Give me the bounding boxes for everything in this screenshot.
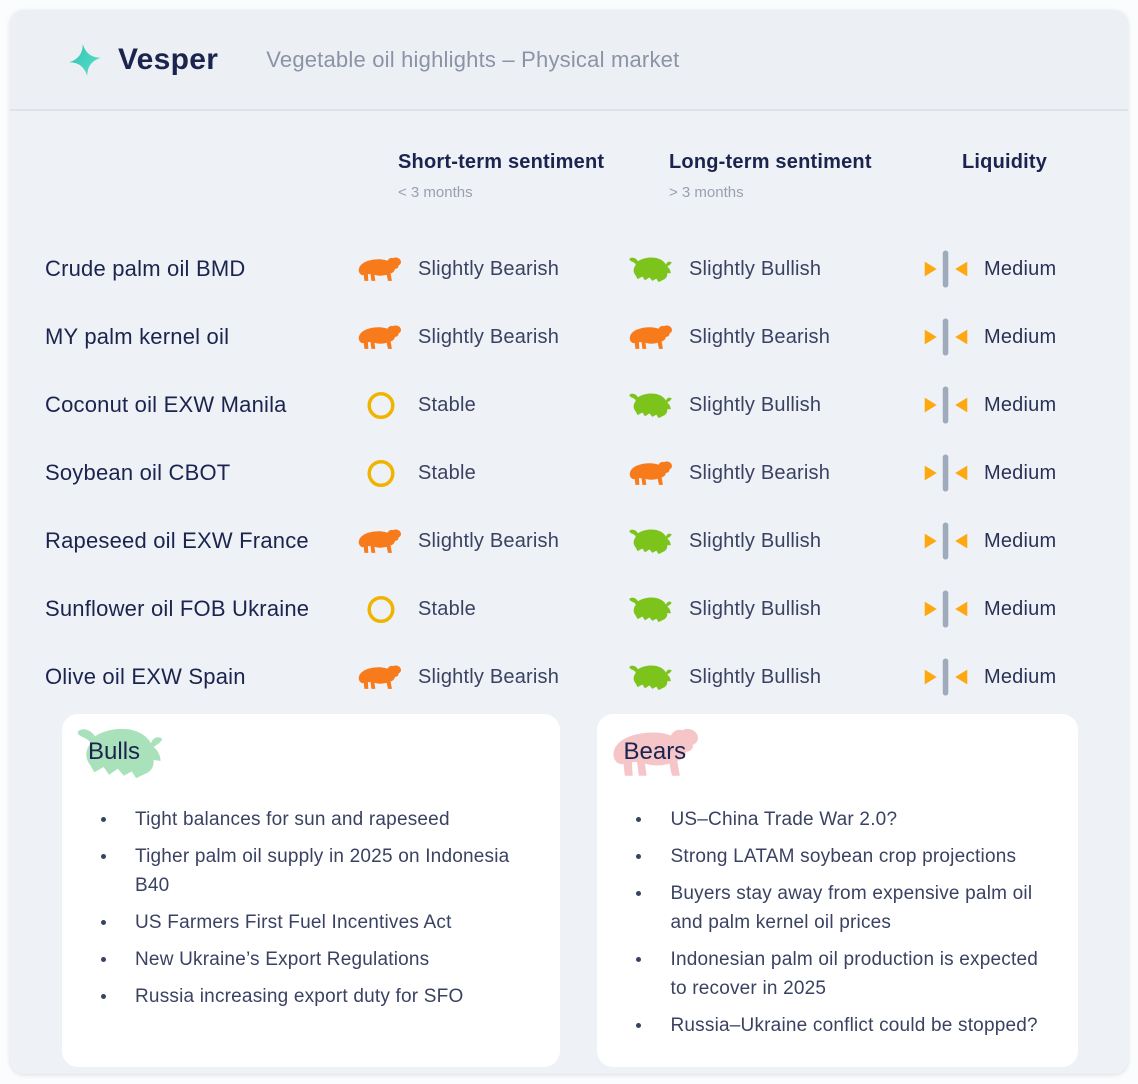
liquidity-cell <box>921 519 1128 563</box>
long-term-sentiment-cell <box>628 322 921 353</box>
bull-icon <box>628 254 676 285</box>
bulls-card-title: Bulls <box>88 738 141 765</box>
medium-liquidity-icon <box>921 315 971 359</box>
liquidity-value: Medium <box>984 665 1057 688</box>
liquidity-cell <box>921 587 1128 631</box>
bulls-item: New Ukraine’s Export Regulations <box>100 945 534 974</box>
liquidity-value: Medium <box>984 257 1057 280</box>
sentiment-label: Slightly Bearish <box>689 461 831 484</box>
short-term-label: Short-term sentiment <box>398 151 605 173</box>
liquidity-value: Medium <box>984 393 1057 416</box>
bulls-item: Russia increasing export duty for SFO <box>100 982 534 1011</box>
sentiment-label: Slightly Bullish <box>689 665 822 688</box>
column-header-short-term <box>357 151 628 201</box>
sentiment-label: Slightly Bullish <box>689 393 822 416</box>
table-row <box>10 371 1128 439</box>
short-term-sentiment-cell <box>357 662 628 693</box>
table-row <box>10 235 1128 303</box>
bears-item: Strong LATAM soybean crop projections <box>635 842 1052 871</box>
product-name: Rapeseed oil EXW France <box>45 528 309 553</box>
bull-icon <box>628 594 676 625</box>
product-name: Olive oil EXW Spain <box>45 664 246 689</box>
liquidity-cell <box>921 315 1128 359</box>
page-title: Vegetable oil highlights – Physical market <box>266 46 680 72</box>
sentiment-label: Slightly Bearish <box>418 529 560 552</box>
bulls-list <box>62 805 560 1011</box>
liquidity-value: Medium <box>984 597 1057 620</box>
sentiment-label: Slightly Bullish <box>689 529 822 552</box>
long-term-label: Long-term sentiment <box>669 151 872 173</box>
bear-icon <box>357 254 405 285</box>
sentiment-label: Slightly Bearish <box>418 665 560 688</box>
liquidity-label: Liquidity <box>962 151 1048 173</box>
stable-icon <box>357 390 405 421</box>
bull-icon <box>628 390 676 421</box>
sentiment-table <box>10 235 1128 711</box>
table-row <box>10 439 1128 507</box>
medium-liquidity-icon <box>921 655 971 699</box>
short-term-sentiment-cell <box>357 254 628 285</box>
product-name: MY palm kernel oil <box>45 324 230 349</box>
bears-card-title: Bears <box>623 738 687 765</box>
liquidity-value: Medium <box>984 461 1057 484</box>
short-term-sentiment-cell <box>357 390 628 421</box>
liquidity-value: Medium <box>984 529 1057 552</box>
long-term-sentiment-cell <box>628 662 921 693</box>
bull-icon <box>628 526 676 557</box>
bears-list <box>597 805 1078 1040</box>
product-name: Crude palm oil BMD <box>45 256 246 281</box>
bear-icon <box>357 526 405 557</box>
sentiment-label: Slightly Bullish <box>689 597 822 620</box>
bears-card <box>597 714 1078 1067</box>
column-headers <box>10 111 1128 201</box>
medium-liquidity-icon <box>921 247 971 291</box>
medium-liquidity-icon <box>921 587 971 631</box>
table-row <box>10 643 1128 711</box>
liquidity-cell <box>921 655 1128 699</box>
sentiment-label: Slightly Bearish <box>689 325 831 348</box>
bulls-item: US Farmers First Fuel Incentives Act <box>100 908 534 937</box>
long-term-sentiment-cell <box>628 254 921 285</box>
medium-liquidity-icon <box>921 519 971 563</box>
short-term-sublabel: < 3 months <box>398 184 473 201</box>
sentiment-label: Stable <box>418 393 476 416</box>
long-term-sentiment-cell <box>628 458 921 489</box>
long-term-sublabel: > 3 months <box>669 184 744 201</box>
bear-icon <box>628 458 676 489</box>
bears-item: US–China Trade War 2.0? <box>635 805 1052 834</box>
liquidity-value: Medium <box>984 325 1057 348</box>
short-term-sentiment-cell <box>357 594 628 625</box>
table-row <box>10 507 1128 575</box>
bears-item: Indonesian palm oil production is expected to recover in 2025 <box>635 945 1052 1003</box>
long-term-sentiment-cell <box>628 390 921 421</box>
bear-icon <box>357 662 405 693</box>
liquidity-cell <box>921 451 1128 495</box>
long-term-sentiment-cell <box>628 594 921 625</box>
medium-liquidity-icon <box>921 451 971 495</box>
stable-icon <box>357 458 405 489</box>
bulls-card <box>62 714 560 1067</box>
bears-card-header <box>597 714 1078 798</box>
bear-icon <box>628 322 676 353</box>
liquidity-cell <box>921 383 1128 427</box>
summary-cards <box>10 714 1128 1067</box>
bulls-item: Tigher palm oil supply in 2025 on Indonesia B40 <box>100 842 534 900</box>
vesper-brand <box>68 43 218 77</box>
short-term-sentiment-cell <box>357 458 628 489</box>
short-term-sentiment-cell <box>357 322 628 353</box>
sentiment-label: Stable <box>418 597 476 620</box>
product-name: Sunflower oil FOB Ukraine <box>45 596 310 621</box>
bears-item: Buyers stay away from expensive palm oil and palm kernel oil prices <box>635 879 1052 937</box>
bull-icon <box>628 662 676 693</box>
sentiment-label: Stable <box>418 461 476 484</box>
table-row <box>10 575 1128 643</box>
sentiment-label: Slightly Bearish <box>418 257 560 280</box>
long-term-sentiment-cell <box>628 526 921 557</box>
bulls-card-header <box>62 714 560 798</box>
sentiment-label: Slightly Bearish <box>418 325 560 348</box>
medium-liquidity-icon <box>921 383 971 427</box>
short-term-sentiment-cell <box>357 526 628 557</box>
stable-icon <box>357 594 405 625</box>
vesper-spark-icon <box>66 40 104 78</box>
report-header <box>10 10 1128 111</box>
column-header-long-term <box>628 151 921 201</box>
bulls-item: Tight balances for sun and rapeseed <box>100 805 534 834</box>
column-header-liquidity <box>921 151 1128 174</box>
sentiment-label: Slightly Bullish <box>689 257 822 280</box>
brand-name: Vesper <box>118 42 219 76</box>
table-row <box>10 303 1128 371</box>
product-name: Coconut oil EXW Manila <box>45 392 287 417</box>
liquidity-cell <box>921 247 1128 291</box>
bear-icon <box>357 322 405 353</box>
product-name: Soybean oil CBOT <box>45 460 231 485</box>
bears-item: Russia–Ukraine conflict could be stopped? <box>635 1011 1052 1040</box>
report-panel <box>10 10 1128 1074</box>
